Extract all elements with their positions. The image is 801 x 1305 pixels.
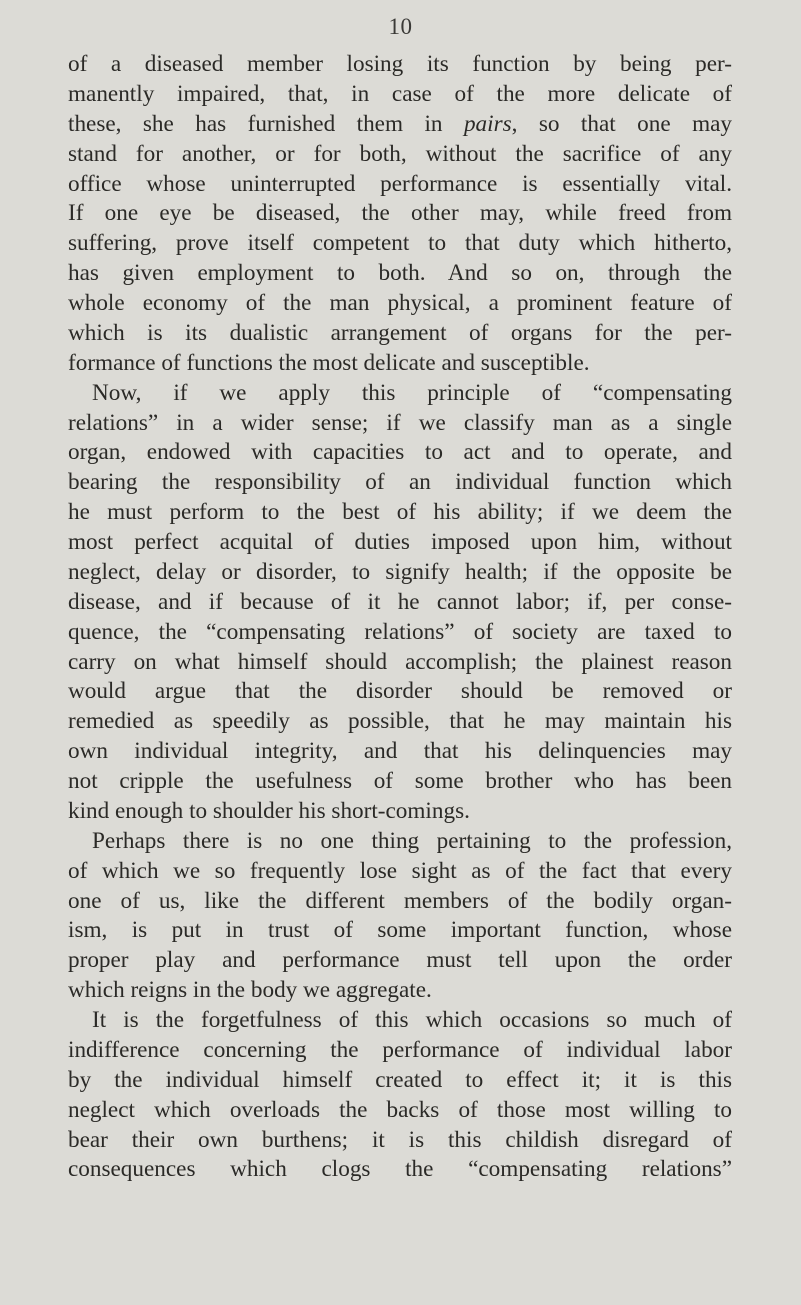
paragraph-start-line: Perhaps there is no one thing pertaining to the profession,: [92, 827, 732, 854]
text-line: manently impaired, that, in case of the more delicate of: [68, 80, 732, 107]
text-line: disease, and if because of it he cannot labor; if, per conse-: [68, 588, 732, 615]
text-line: remedied as speedily as possible, that he may maintain his: [68, 708, 732, 735]
text-line: ism, is put in trust of some important function, whose: [68, 917, 732, 944]
paragraph-end-line: which reigns in the body we aggregate.: [68, 977, 432, 1004]
text-line: If one eye be diseased, the other may, while freed from: [68, 200, 732, 227]
paragraph-start-line: Now, if we apply this principle of “compensating: [92, 379, 732, 406]
text-line: bear their own burthens; it is this childish disregard of: [68, 1126, 732, 1153]
paragraph-end-line: kind enough to shoulder his short-comings.: [68, 797, 470, 824]
text-line: proper play and performance must tell upon the order: [68, 947, 732, 974]
text-line: of which we so frequently lose sight as of the fact that every: [68, 857, 732, 884]
text-line: relations” in a wider sense; if we classify man as a single: [68, 409, 732, 436]
text-line: by the individual himself created to effect it; it is this: [68, 1066, 732, 1093]
body-text: [68, 50, 732, 1185]
text-line: organ, endowed with capacities to act and to operate, and: [68, 439, 732, 466]
text-line: these, she has furnished them in pairs, so that one may: [68, 110, 732, 137]
text-line: suffering, prove itself competent to that duty which hitherto,: [68, 230, 732, 257]
text-line: which is its dualistic arrangement of organs for the per-: [68, 319, 732, 346]
text-line: office whose uninterrupted performance is essentially vital.: [68, 170, 732, 197]
text-line: would argue that the disorder should be removed or: [68, 678, 732, 705]
text-line: has given employment to both. And so on, through the: [68, 260, 732, 287]
text-line: stand for another, or for both, without the sacrifice of any: [68, 140, 732, 167]
text-line: one of us, like the different members of the bodily organ-: [68, 887, 732, 914]
page-number: 10: [388, 14, 413, 39]
text-line: consequences which clogs the “compensating relations”: [68, 1156, 732, 1183]
text-line: of a diseased member losing its function by being per-: [68, 51, 732, 77]
paragraph-end-line: formance of functions the most delicate and susceptible.: [68, 349, 590, 376]
text-line: own individual integrity, and that his delinquencies may: [68, 738, 732, 765]
paragraph-start-line: It is the forgetfulness of this which occasions so much of: [92, 1007, 732, 1033]
emphasized-word: pairs: [463, 110, 512, 137]
text-line: carry on what himself should accomplish; the plainest reason: [68, 648, 732, 675]
text-line: not cripple the usefulness of some brother who has been: [68, 768, 732, 794]
text-line: neglect which overloads the backs of those most willing to: [68, 1096, 732, 1123]
text-line: quence, the “compensating relations” of society are taxed to: [68, 618, 732, 645]
text-line: he must perform to the best of his ability; if we deem the: [68, 499, 732, 526]
text-line: indifference concerning the performance of individual labor: [68, 1036, 732, 1063]
text-line: neglect, delay or disorder, to signify health; if the opposite be: [68, 558, 732, 585]
text-line: most perfect acquital of duties imposed upon him, without: [68, 529, 732, 555]
text-line: bearing the responsibility of an individual function which: [68, 469, 732, 496]
text-line: whole economy of the man physical, a prominent feature of: [68, 290, 732, 316]
